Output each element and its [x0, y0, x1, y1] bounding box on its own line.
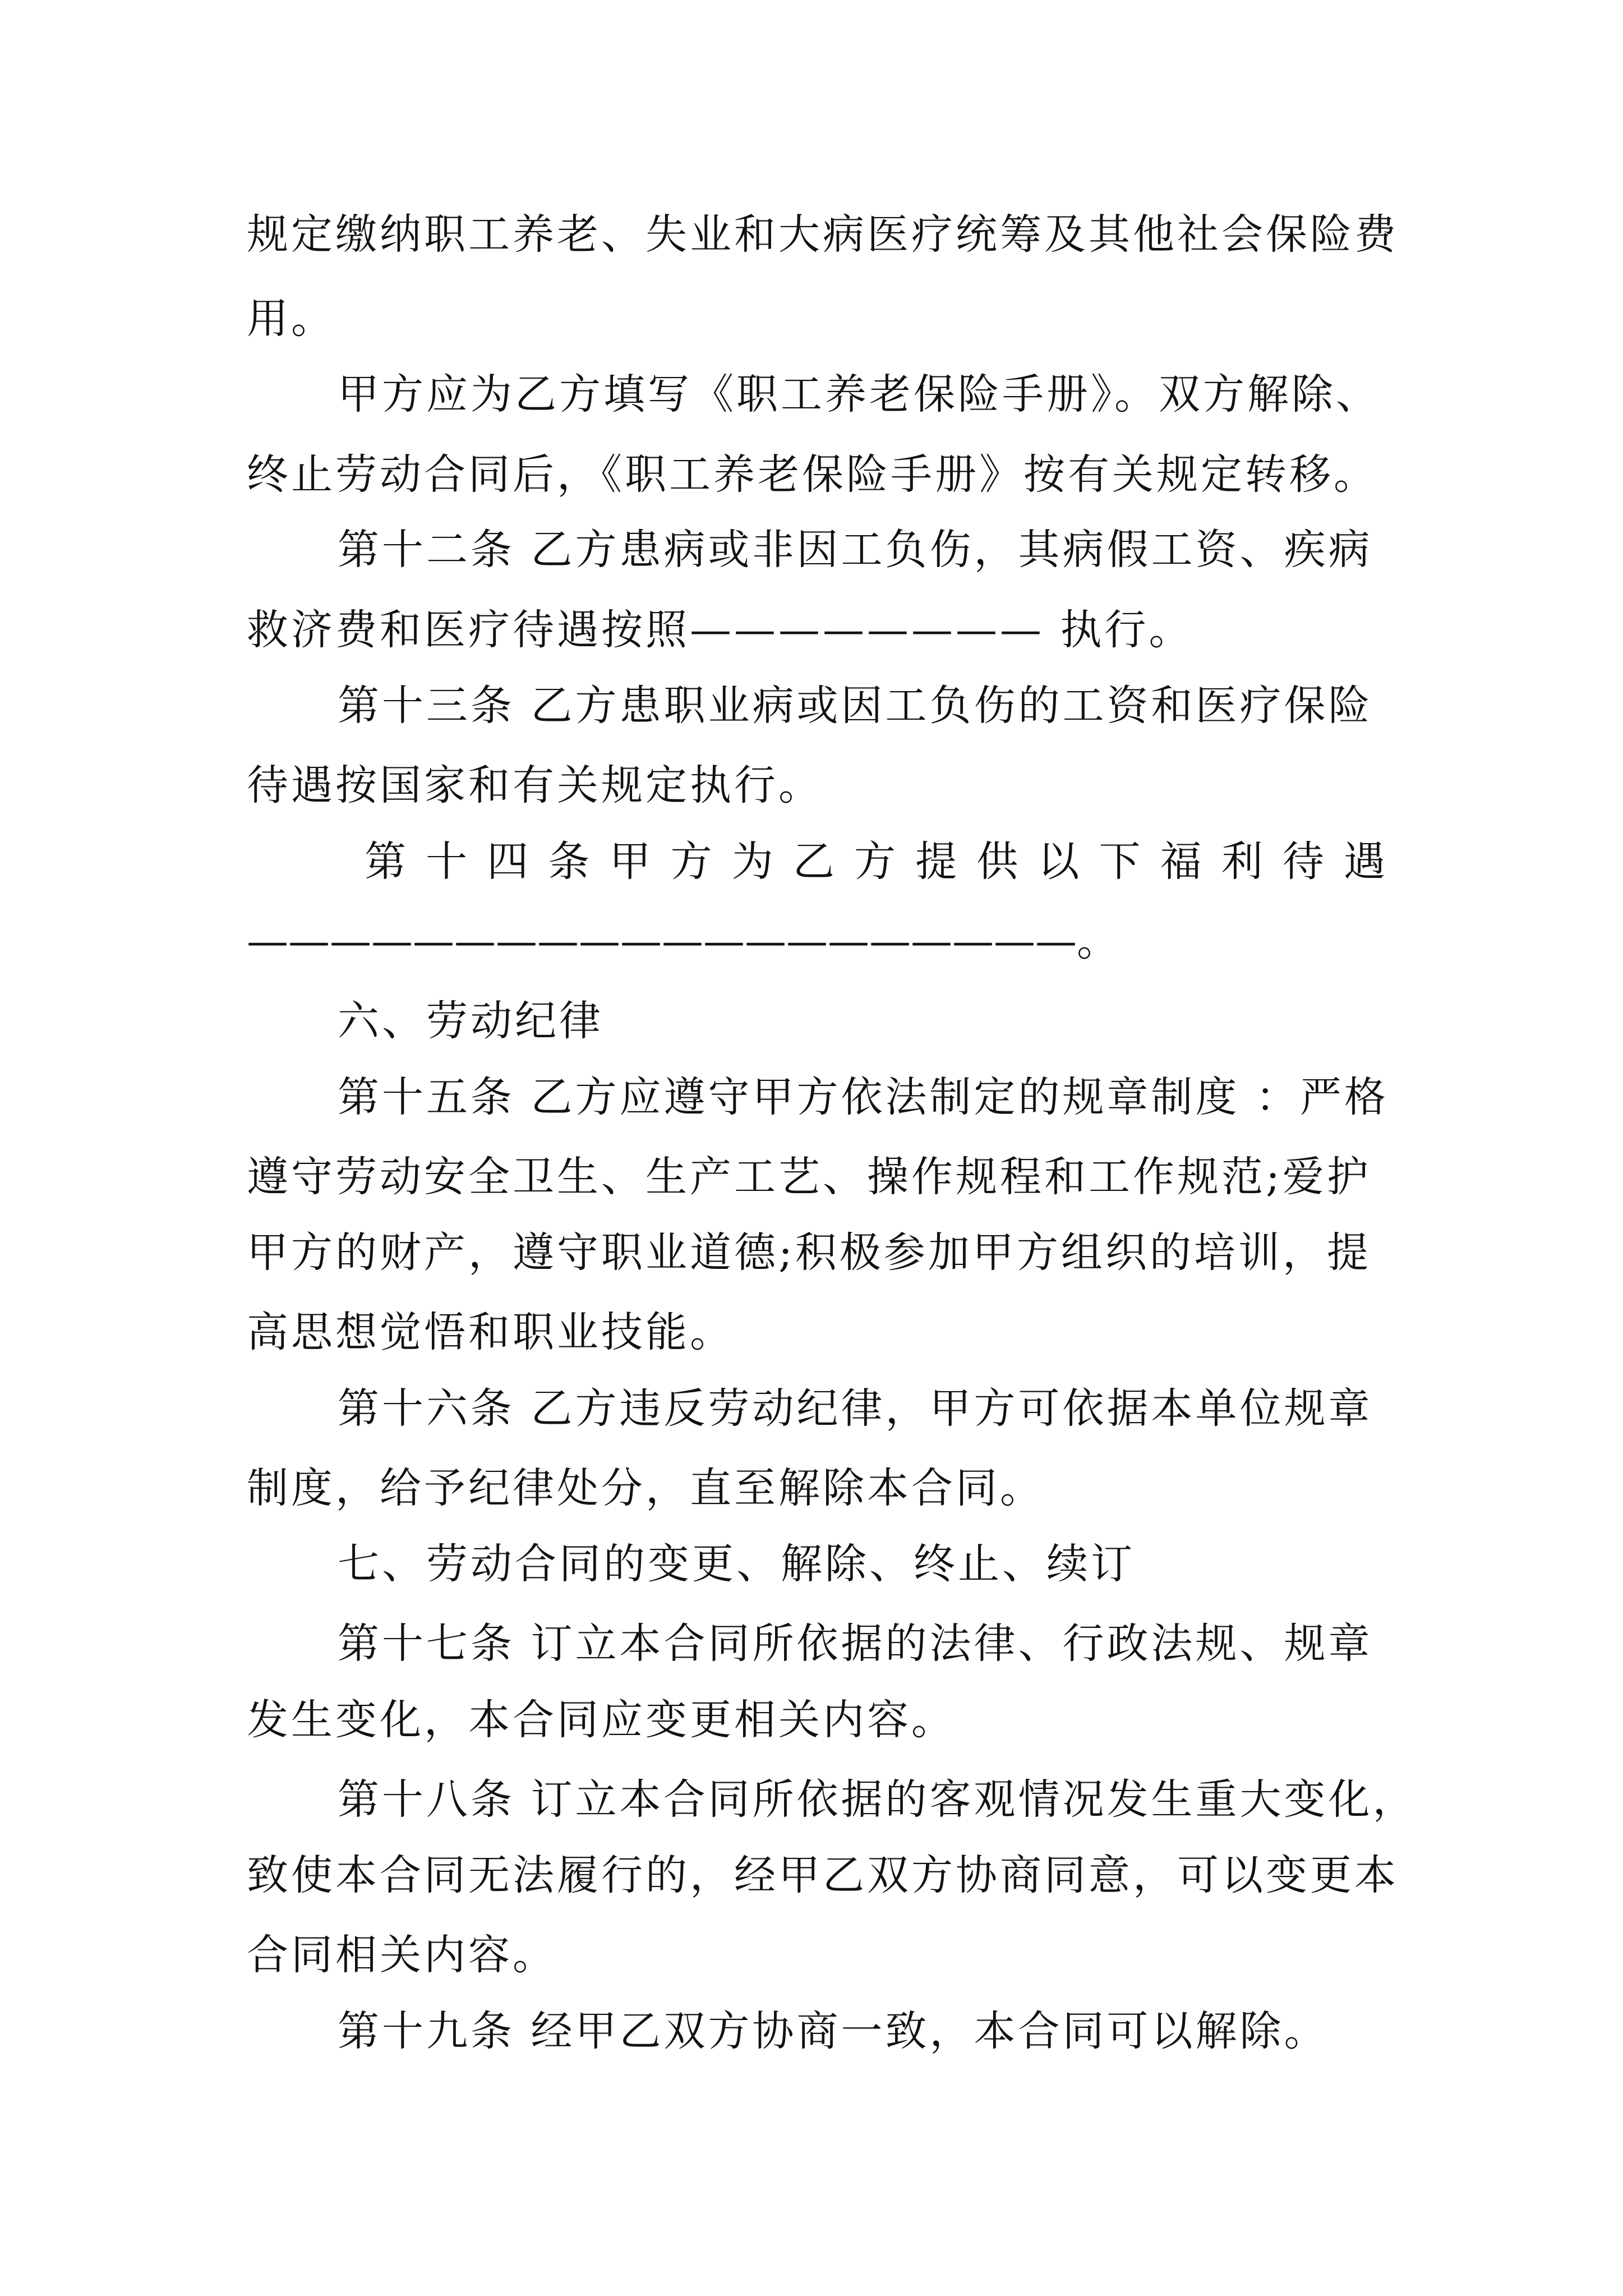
text-line-1: 规定缴纳职工养老、失业和大病医疗统筹及其他社会保险费: [247, 210, 1399, 259]
article-14-char: 福: [1160, 838, 1202, 886]
article-12-line-1: 第十二条 乙方患病或非因工负伤，其病假工资、疾病: [338, 526, 1373, 574]
article-15-line-2: 遵守劳动安全卫生、生产工艺、操作规程和工作规范;爱护: [247, 1153, 1371, 1201]
article-14-char: 第: [365, 838, 406, 886]
article-17-line-2: 发生变化，本合同应变更相关内容。: [247, 1696, 956, 1744]
article-18-line-2: 致使本合同无法履行的，经甲乙双方协商同意，可以变更本: [247, 1851, 1399, 1899]
article-14-char: 以: [1038, 838, 1080, 886]
article-14-char: 乙: [792, 838, 834, 886]
article-15-line-3: 甲方的财产，遵守职业道德;积极参加甲方组织的培训，提: [247, 1228, 1371, 1277]
article-18-line-3: 合同相关内容。: [247, 1931, 557, 1979]
article-15-line-1: 第十五条 乙方应遵守甲方依法制定的规章制度 ：严格: [338, 1073, 1389, 1121]
text-line-3: 甲方应为乙方填写《职工养老保险手册》。双方解除、: [338, 370, 1380, 418]
article-14-char: 甲: [609, 838, 651, 886]
article-14-char: 待: [1282, 838, 1324, 886]
article-14-char: 利: [1221, 838, 1263, 886]
text-line-2: 用。: [247, 295, 335, 343]
article-18-line-1: 第十八条 订立本合同所依据的客观情况发生重大变化，: [338, 1775, 1417, 1824]
article-14-line-1: [365, 834, 1385, 890]
article-16-line-1: 第十六条 乙方违反劳动纪律，甲方可依据本单位规章: [338, 1384, 1373, 1433]
text-line-4: 终止劳动合同后，《职工养老保险手册》按有关规定转移。: [247, 450, 1378, 499]
article-14-char: 十: [426, 838, 468, 886]
article-13-line-2: 待遇按国家和有关规定执行。: [247, 761, 823, 809]
article-14-char: 供: [976, 838, 1018, 886]
section-6-heading: 六、劳动纪律: [338, 997, 603, 1045]
article-13-line-1: 第十三条 乙方患职业病或因工负伤的工资和医疗保险: [338, 682, 1373, 730]
article-14-char: 遇: [1344, 838, 1385, 886]
article-14-char: 为: [731, 838, 773, 886]
article-14-char: 提: [915, 838, 957, 886]
article-14-char: 下: [1099, 838, 1141, 886]
article-17-line-1: 第十七条 订立本合同所依据的法律、行政法规、规章: [338, 1619, 1373, 1668]
article-14-char: 条: [548, 838, 590, 886]
section-7-heading: 七、劳动合同的变更、解除、终止、续订: [338, 1540, 1135, 1588]
article-14-char: 四: [487, 838, 529, 886]
article-12-line-2: 救济费和医疗待遇按照———————— 执行。: [247, 606, 1193, 654]
article-14-line-2: ————————————————————。: [247, 917, 1118, 965]
article-14-char: 方: [854, 838, 896, 886]
article-14-char: 方: [670, 838, 712, 886]
article-19-line-1: 第十九条 经甲乙双方协商一致，本合同可以解除。: [338, 2007, 1329, 2055]
article-15-line-4: 高思想觉悟和职业技能。: [247, 1308, 734, 1356]
article-16-line-2: 制度，给予纪律处分，直至解除本合同。: [247, 1464, 1044, 1512]
